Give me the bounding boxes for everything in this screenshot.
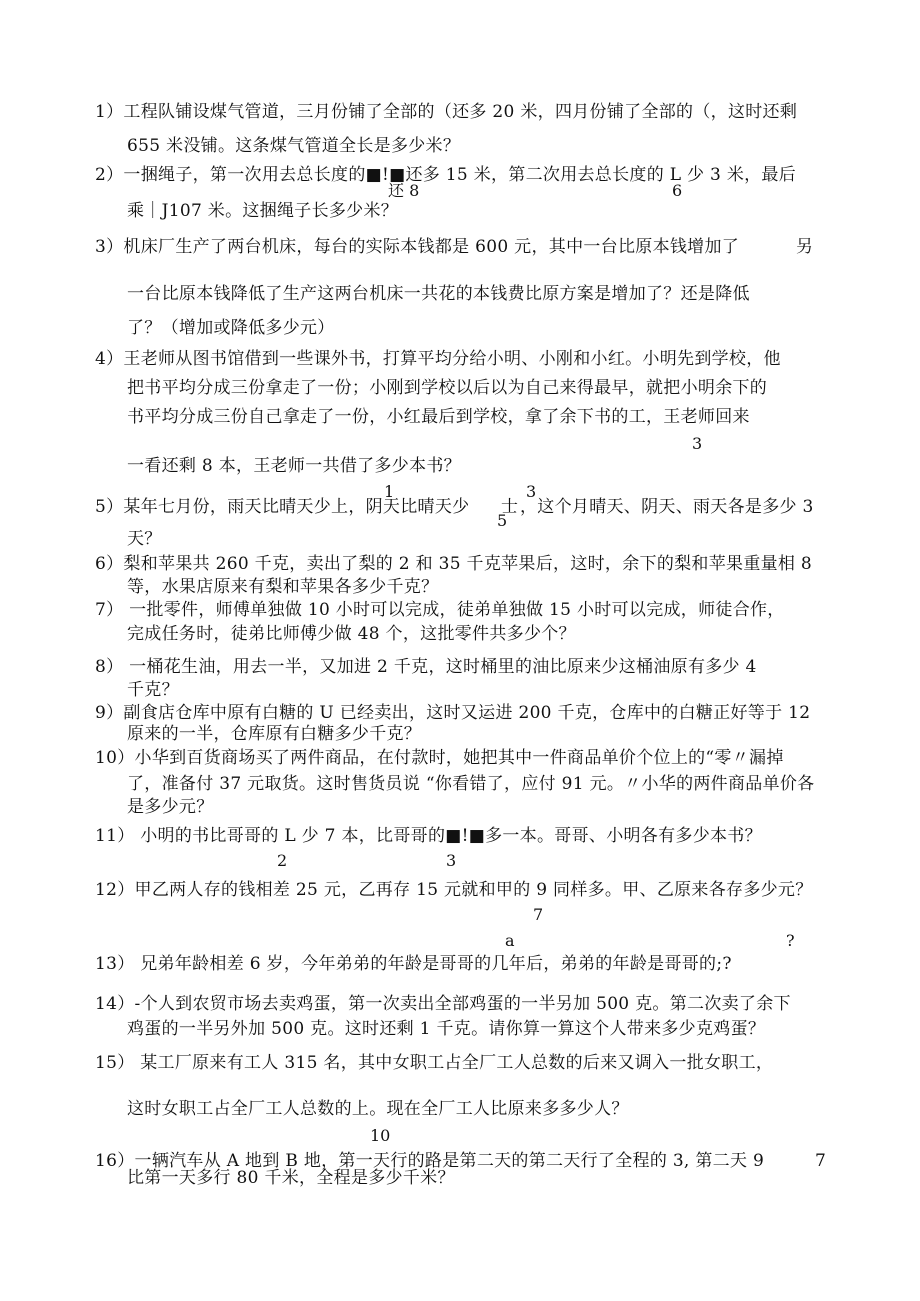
problem-5-line-2: 天？ [127, 529, 162, 549]
problem-1-line-1: 1）工程队铺设煤气管道，三月份铺了全部的（还多 20 米，四月份铺了全部的（，这时还剩 [95, 102, 798, 122]
problem-11-fraction-2: 3 [446, 851, 457, 870]
problem-7-line-1: 7） 一批零件，师傅单独做 10 小时可以完成，徒弟单独做 15 小时可以完成，师徒合作， [95, 600, 785, 620]
problem-7-line-2: 完成任务时，徒弟比师傅少做 48 个，这批零件共多少个？ [127, 624, 576, 644]
problem-4-line-3: 书平均分成三份自己拿走了一份，小红最后到学校，拿了余下书的工，王老师回来 [127, 407, 750, 427]
problem-2-line-2: 乘｜J107 米。这捆绳子长多少米？ [127, 201, 399, 221]
problem-9-line-2: 原来的一半，仓库原有白糖多少千克？ [127, 724, 422, 744]
problem-5-line-1: 5）某年七月份，雨天比晴天少上，阴天比晴天少 [95, 497, 470, 517]
problem-5-fraction-2: 3 [526, 482, 537, 501]
problem-5-line-1-tail: ，这个月晴天、阴天、雨天各是多少 3 [520, 497, 814, 517]
problem-11-fraction-1: 2 [277, 851, 288, 870]
problem-2-fraction-2: 6 [672, 181, 683, 200]
problem-14-line-2: 鸡蛋的一半另外加 500 克。这时还剩 1 千克。请你算一算这个人带来多少克鸡蛋？ [127, 1019, 766, 1039]
problem-3-line-1-tail: 另 [796, 237, 814, 257]
problem-4-line-4: 一看还剩 8 本，王老师一共借了多少本书？ [127, 456, 461, 476]
problem-16-line-2: 比第一天多行 80 千米，全程是多少千米？ [127, 1168, 455, 1188]
problem-8-line-2: 千克？ [127, 680, 179, 700]
problem-14-line-1: 14）-个人到农贸市场去卖鸡蛋，第一次卖出全部鸡蛋的一半另加 500 克。第二次卖了余下 [95, 994, 791, 1014]
problem-3-line-1: 3）机床厂生产了两台机床，每台的实际本钱都是 600 元，其中一台比原本钱增加了 [95, 237, 740, 257]
problem-15-fraction: 10 [370, 1126, 391, 1145]
problem-1-line-2: 655 米没铺。这条煤气管道全长是多少米？ [127, 136, 461, 156]
problem-10-line-1: 10）小华到百货商场买了两件商品，在付款时，她把其中一件商品单价个位上的“零〃漏掉 [95, 748, 784, 768]
problem-12-fraction-1: 7 [533, 905, 544, 924]
problem-8-line-1: 8） 一桶花生油，用去一半，又加进 2 千克，这时桶里的油比原来少这桶油原有多少 4 [95, 657, 757, 677]
problem-10-line-3: 是多少元？ [127, 797, 214, 817]
problem-4-fraction: 3 [692, 434, 703, 453]
problem-4-line-2: 把书平均分成三份拿走了一份；小刚到学校以后以为自己来得最早，就把小明余下的 [127, 378, 768, 398]
problem-11-line-1: 11） 小明的书比哥哥的 L 少 7 本，比哥哥的■!■多一本。哥哥、小明各有多少本书？ [95, 826, 762, 846]
problem-10-line-2: 了，准备付 37 元取货。这时售货员说 “你看错了，应付 91 元。〃小华的两件商品单价各 [127, 774, 815, 794]
problem-5-fraction-1: 1 [384, 482, 395, 501]
problem-3-line-3: 了？（增加或降低多少元） [127, 318, 335, 338]
problem-4-line-1: 4）王老师从图书馆借到一些课外书，打算平均分给小明、小刚和小红。小明先到学校，他 [95, 349, 781, 369]
problem-16-line-1: 16）一辆汽车从 A 地到 B 地，第一天行的路是第二天的第二天行了全程的 3, 第二天 9 [95, 1151, 765, 1171]
problem-6-line-2: 等，水果店原来有梨和苹果各多少千克？ [127, 577, 439, 597]
problem-15-line-1: 15） 某工厂原来有工人 315 名，其中女职工占全厂工人总数的后来又调入一批女职工， [95, 1053, 774, 1073]
problem-12-fraction-3: ? [786, 931, 795, 950]
problem-5-frac-bottom: 5 [497, 511, 508, 530]
problem-16-line-1-tail: 7 [815, 1151, 827, 1171]
problem-2-line-1: 2）一捆绳子，第一次用去总长度的■!■还多 15 米，第二次用去总长度的 L 少 3 米，最后 [95, 165, 797, 185]
problem-6-line-1: 6）梨和苹果共 260 千克，卖出了梨的 2 和 35 千克苹果后，这时，余下的梨和苹果重量相 8 [95, 554, 813, 574]
problem-13-line-1: 13） 兄弟年龄相差 6 岁，今年弟弟的年龄是哥哥的几年后，弟弟的年龄是哥哥的;? [95, 954, 732, 974]
problem-3-line-2: 一台比原本钱降低了生产这两台机床一共花的本钱费比原方案是增加了？还是降低 [127, 284, 750, 304]
problem-15-line-2: 这时女职工占全厂工人总数的上。现在全厂工人比原来多多少人？ [127, 1099, 629, 1119]
problem-5-frac-top: 士 [501, 497, 519, 517]
problem-12-fraction-2: a [505, 931, 515, 950]
problem-12-line-1: 12）甲乙两人存的钱相差 25 元，乙再存 15 元就和甲的 9 同样多。甲、乙原来各存多少元？ [95, 880, 813, 900]
problem-2-fraction-1: 还 8 [388, 181, 420, 200]
problem-9-line-1: 9）副食店仓库中原有白糖的 U 已经卖出，这时又运进 200 千克，仓库中的白糖正好等于 12 [95, 703, 811, 723]
